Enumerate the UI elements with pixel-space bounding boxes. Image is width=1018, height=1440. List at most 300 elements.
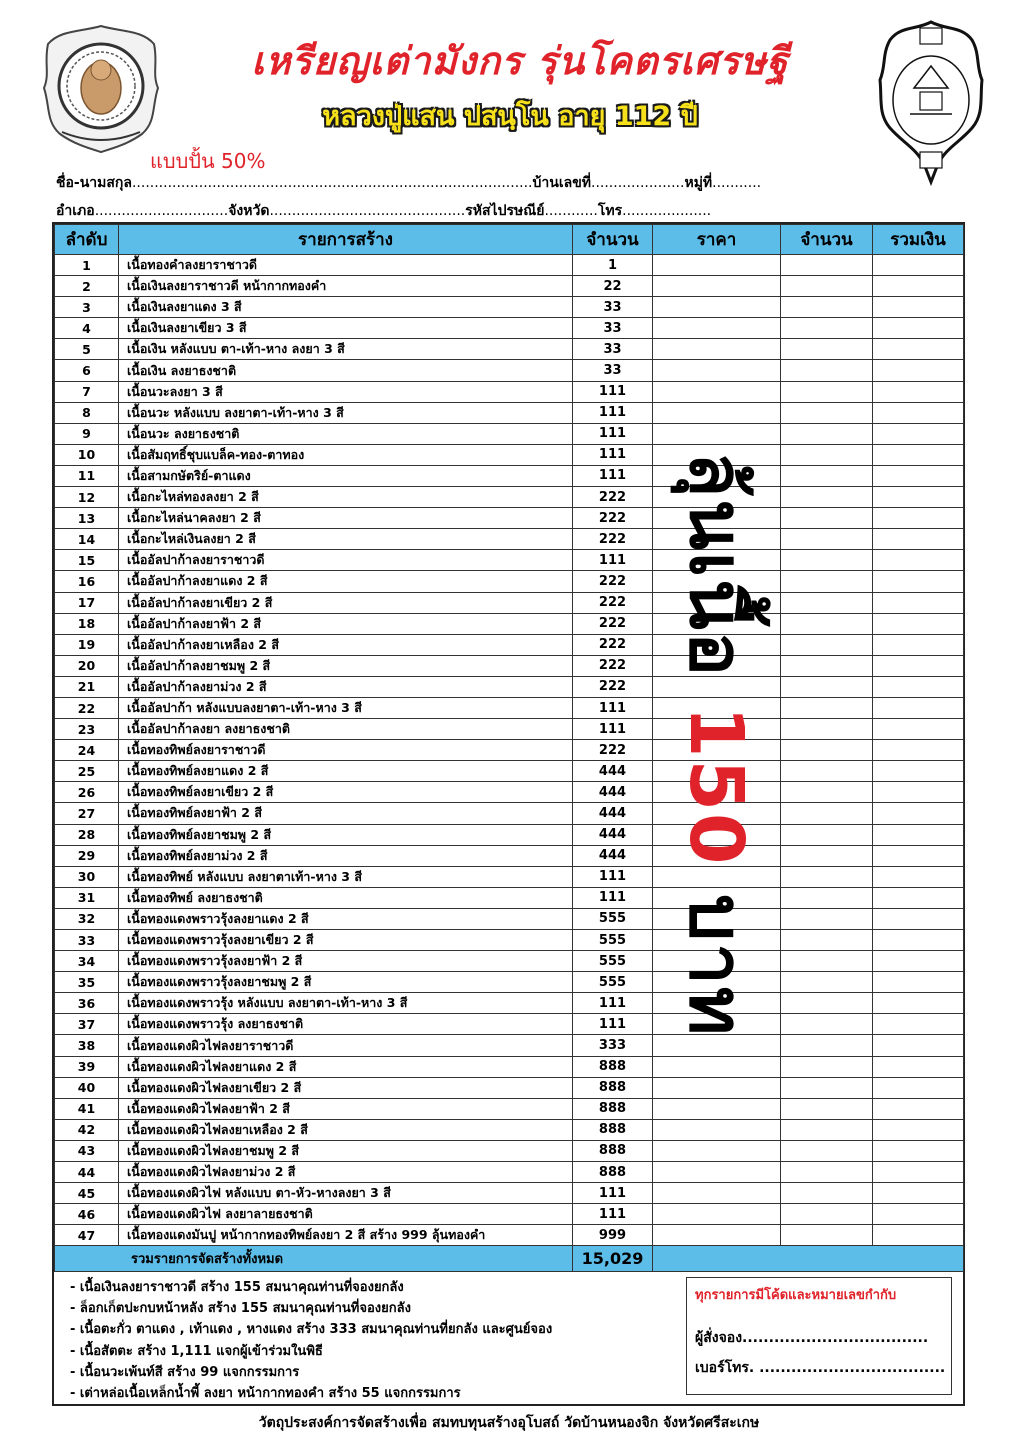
row-item-name: เนื้ออัลปาก้า หลังแบบลงยาตา-เท้า-หาง 3 สี	[119, 697, 573, 718]
row-quantity: 222	[573, 571, 653, 592]
row-item-name: เนื้ออัลปาก้าลงยาเขียว 2 สี	[119, 592, 573, 613]
row-order-qty-input[interactable]	[781, 529, 873, 550]
row-quantity: 222	[573, 508, 653, 529]
table-row	[55, 676, 964, 697]
temple-medallion-logo	[42, 22, 160, 154]
table-row	[55, 1204, 964, 1225]
row-number: 31	[55, 887, 119, 908]
row-number: 37	[55, 1014, 119, 1035]
table-row	[55, 930, 964, 951]
total-label: รวมรายการจัดสร้างทั้งหมด	[55, 1246, 573, 1272]
table-row	[55, 697, 964, 718]
row-order-qty-input[interactable]	[781, 993, 873, 1014]
row-sum-input[interactable]	[873, 1119, 964, 1140]
row-number: 10	[55, 444, 119, 465]
row-item-name: เนื้อทองแดงผิวไฟ หลังแบบ ตา-หัว-หางลงยา 3 สี	[119, 1183, 573, 1204]
row-number: 6	[55, 360, 119, 381]
row-order-qty-input[interactable]	[781, 339, 873, 360]
row-number: 27	[55, 803, 119, 824]
table-row	[55, 465, 964, 486]
table-row	[55, 1225, 964, 1246]
row-sum-input[interactable]	[873, 1225, 964, 1246]
table-row	[55, 824, 964, 845]
row-quantity: 888	[573, 1162, 653, 1183]
row-item-name: เนื้อเงิน หลังแบบ ตา-เท้า-หาง ลงยา 3 สี	[119, 339, 573, 360]
row-sum-input[interactable]	[873, 487, 964, 508]
row-order-qty-input[interactable]	[781, 655, 873, 676]
row-order-qty-input[interactable]	[781, 1225, 873, 1246]
row-item-name: เนื้ออัลปาก้าลงยา ลงยาธงชาติ	[119, 719, 573, 740]
row-sum-input[interactable]	[873, 972, 964, 993]
row-number: 17	[55, 592, 119, 613]
row-number: 34	[55, 951, 119, 972]
table-row	[55, 423, 964, 444]
row-number: 44	[55, 1162, 119, 1183]
row-number: 46	[55, 1204, 119, 1225]
row-sum-input[interactable]	[873, 845, 964, 866]
row-number: 24	[55, 740, 119, 761]
row-sum-input[interactable]	[873, 676, 964, 697]
table-row	[55, 1056, 964, 1077]
row-quantity: 111	[573, 887, 653, 908]
row-quantity: 1	[573, 255, 653, 276]
row-sum-input[interactable]	[873, 276, 964, 297]
row-quantity: 222	[573, 592, 653, 613]
row-quantity: 222	[573, 529, 653, 550]
row-quantity: 888	[573, 1056, 653, 1077]
note-item: - เต่าหล่อเนื้อเหล็กน้ำพี้ ลงยา หน้ากากทองคำ สร้าง 55 แจกกรรมการ	[70, 1386, 461, 1402]
row-sum-input[interactable]	[873, 1162, 964, 1183]
row-sum-input[interactable]	[873, 761, 964, 782]
row-item-name: เนื้อทองทิพย์ลงยาฟ้า 2 สี	[119, 803, 573, 824]
row-number: 41	[55, 1098, 119, 1119]
row-item-name: เนื้ออัลปาก้าลงยาม่วง 2 สี	[119, 676, 573, 697]
row-order-qty-input[interactable]	[781, 697, 873, 718]
row-quantity: 888	[573, 1098, 653, 1119]
row-item-name: เนื้อสัมฤทธิ์ชุบแบล็ค-ทอง-ตาทอง	[119, 444, 573, 465]
row-item-name: เนื้อกะไหล่นาคลงยา 2 สี	[119, 508, 573, 529]
village-field[interactable]: ...........	[712, 175, 762, 191]
row-order-qty-input[interactable]	[781, 866, 873, 887]
row-order-qty-input[interactable]	[781, 719, 873, 740]
table-row	[55, 381, 964, 402]
table-row	[55, 276, 964, 297]
row-item-name: เนื้อทองแดงพราวรุ้ง หลังแบบ ลงยาตา-เท้า-หาง 3 สี	[119, 993, 573, 1014]
row-number: 32	[55, 908, 119, 929]
page-title: เหรียญเต่ามังกร รุ่นโคตรเศรษฐี	[251, 38, 789, 83]
row-number: 15	[55, 550, 119, 571]
row-sum-input[interactable]	[873, 592, 964, 613]
form-line-address	[56, 200, 711, 222]
row-quantity: 111	[573, 1014, 653, 1035]
row-item-name: เนื้อทองทิพย์ลงยาแดง 2 สี	[119, 761, 573, 782]
row-sum-input[interactable]	[873, 1098, 964, 1119]
row-number: 13	[55, 508, 119, 529]
phone-line	[695, 1357, 946, 1379]
row-quantity: 22	[573, 276, 653, 297]
row-quantity: 111	[573, 423, 653, 444]
col-header-sum: รวมเงิน	[873, 225, 964, 255]
row-quantity: 555	[573, 908, 653, 929]
footer-purpose: วัตถุประสงค์การจัดสร้างเพื่อ สมทบทุนสร้างอุโบสถ์ วัดบ้านหนองจิก จังหวัดศรีสะเกษ	[258, 1415, 760, 1431]
form-line-name	[56, 172, 761, 194]
row-order-qty-input[interactable]	[781, 592, 873, 613]
row-number: 7	[55, 381, 119, 402]
row-quantity: 33	[573, 297, 653, 318]
row-order-qty-input[interactable]	[781, 908, 873, 929]
row-quantity: 111	[573, 550, 653, 571]
row-sum-input[interactable]	[873, 697, 964, 718]
row-quantity: 444	[573, 761, 653, 782]
row-item-name: เนื้อกะไหล่เงินลงยา 2 สี	[119, 529, 573, 550]
row-order-qty-input[interactable]	[781, 1098, 873, 1119]
row-sum-input[interactable]	[873, 465, 964, 486]
row-sum-input[interactable]	[873, 1077, 964, 1098]
row-sum-input[interactable]	[873, 930, 964, 951]
phone-field[interactable]: ...................................	[759, 1360, 946, 1376]
price-unit: บาท	[673, 894, 759, 1038]
row-item-name: เนื้อนวะ หลังแบบ ลงยาตา-เท้า-หาง 3 สี	[119, 402, 573, 423]
table-row	[55, 634, 964, 655]
note-item: - เนื้อเงินลงยาราชาวดี สร้าง 155 สมนาคุณท่านที่จองยกลัง	[70, 1280, 404, 1295]
table-row	[55, 1119, 964, 1140]
province-field[interactable]: ............................................	[269, 203, 466, 219]
row-number: 35	[55, 972, 119, 993]
row-sum-input[interactable]	[873, 423, 964, 444]
row-number: 18	[55, 613, 119, 634]
row-item-name: เนื้ออัลปาก้าลงยาฟ้า 2 สี	[119, 613, 573, 634]
mold-note: แบบปั้น 50%	[150, 149, 266, 173]
row-number: 28	[55, 824, 119, 845]
row-sum-input[interactable]	[873, 318, 964, 339]
row-item-name: เนื้อทองแดงผิวไฟลงยาม่วง 2 สี	[119, 1162, 573, 1183]
row-sum-input[interactable]	[873, 1183, 964, 1204]
row-sum-input[interactable]	[873, 803, 964, 824]
row-sum-input[interactable]	[873, 719, 964, 740]
row-order-qty-input[interactable]	[781, 1140, 873, 1161]
table-row	[55, 887, 964, 908]
zip-field[interactable]: ............	[544, 203, 598, 219]
row-order-qty-input[interactable]	[781, 402, 873, 423]
row-quantity: 333	[573, 1035, 653, 1056]
row-order-qty-input[interactable]	[781, 465, 873, 486]
page-subtitle: หลวงปู่แสน ปสนฺโน อายุ 112 ปี	[322, 101, 698, 132]
row-sum-input[interactable]	[873, 444, 964, 465]
row-order-qty-input[interactable]	[781, 1162, 873, 1183]
table-row	[55, 402, 964, 423]
row-number: 20	[55, 655, 119, 676]
row-quantity: 111	[573, 381, 653, 402]
row-item-name: เนื้อเงินลงยาราชาวดี หน้ากากทองคำ	[119, 276, 573, 297]
row-item-name: เนื้อทองแดงพราวรุ้งลงยาแดง 2 สี	[119, 908, 573, 929]
row-quantity: 999	[573, 1225, 653, 1246]
row-number: 11	[55, 465, 119, 486]
row-sum-input[interactable]	[873, 508, 964, 529]
row-quantity: 444	[573, 824, 653, 845]
row-quantity: 111	[573, 993, 653, 1014]
table-row	[55, 487, 964, 508]
row-number: 25	[55, 761, 119, 782]
row-quantity: 111	[573, 697, 653, 718]
row-item-name: เนื้อทองแดงพราวรุ้งลงยาชมพู 2 สี	[119, 972, 573, 993]
row-order-qty-input[interactable]	[781, 1077, 873, 1098]
orderer-label: ผู้สั่งจอง	[695, 1330, 743, 1346]
table-row	[55, 592, 964, 613]
row-item-name: เนื้ออัลปาก้าลงยาเหลือง 2 สี	[119, 634, 573, 655]
row-sum-input[interactable]	[873, 951, 964, 972]
item-table	[54, 224, 964, 1272]
row-order-qty-input[interactable]	[781, 1119, 873, 1140]
row-quantity: 111	[573, 444, 653, 465]
row-number: 3	[55, 297, 119, 318]
row-item-name: เนื้อทองคำลงยาราชาวดี	[119, 255, 573, 276]
note-item: - เนื้อนวะเพ้นท์สี สร้าง 99 แจกกรรมการ	[70, 1364, 300, 1380]
row-quantity: 111	[573, 1204, 653, 1225]
table-row	[55, 803, 964, 824]
row-sum-input[interactable]	[873, 571, 964, 592]
row-item-name: เนื้ออัลปาก้าลงยาชมพู 2 สี	[119, 655, 573, 676]
row-order-qty-input[interactable]	[781, 740, 873, 761]
note-item: - เนื้อสัตตะ สร้าง 1,111 แจกผู้เข้าร่วมในพิธี	[70, 1343, 323, 1359]
row-number: 26	[55, 782, 119, 803]
col-header-price: ราคา	[653, 225, 781, 255]
table-header-row	[55, 225, 964, 255]
row-sum-input[interactable]	[873, 360, 964, 381]
row-item-name: เนื้อเงิน ลงยาธงชาติ	[119, 360, 573, 381]
row-order-qty-input[interactable]	[781, 360, 873, 381]
row-quantity: 222	[573, 655, 653, 676]
row-number: 42	[55, 1119, 119, 1140]
row-item-name: เนื้อทองแดงพราวรุ้งลงยาเขียว 2 สี	[119, 930, 573, 951]
row-item-name: เนื้อนวะ ลงยาธงชาติ	[119, 423, 573, 444]
row-quantity: 888	[573, 1140, 653, 1161]
row-number: 14	[55, 529, 119, 550]
table-row	[55, 866, 964, 887]
row-quantity: 222	[573, 676, 653, 697]
row-order-qty-input[interactable]	[781, 824, 873, 845]
col-header-order-qty: จำนวน	[781, 225, 873, 255]
row-number: 1	[55, 255, 119, 276]
row-sum-input[interactable]	[873, 782, 964, 803]
row-sum-input[interactable]	[873, 550, 964, 571]
row-item-name: เนื้ออัลปาก้าลงยาแดง 2 สี	[119, 571, 573, 592]
code-warning: ทุกรายการมีโค้ดและหมายเลขกำกับ	[695, 1288, 897, 1303]
table-row	[55, 761, 964, 782]
phone-label: เบอร์โทร.	[695, 1360, 755, 1376]
row-item-name: เนื้อทองทิพย์ ลงยาธงชาติ	[119, 887, 573, 908]
row-order-qty-input[interactable]	[781, 782, 873, 803]
row-order-qty-input[interactable]	[781, 571, 873, 592]
row-number: 16	[55, 571, 119, 592]
row-sum-input[interactable]	[873, 634, 964, 655]
price-banner	[652, 250, 780, 1240]
village-label: หมู่ที่	[684, 175, 713, 191]
note-item: - ล็อกเก็ตปะกบหน้าหลัง สร้าง 155 สมนาคุณท่านที่จองยกลัง	[70, 1301, 411, 1317]
col-header-item: รายการสร้าง	[119, 225, 573, 255]
row-order-qty-input[interactable]	[781, 951, 873, 972]
table-row	[55, 571, 964, 592]
row-number: 40	[55, 1077, 119, 1098]
notes-list	[70, 1277, 552, 1404]
tel-label: โทร	[597, 203, 623, 219]
row-order-qty-input[interactable]	[781, 255, 873, 276]
row-order-qty-input[interactable]	[781, 1014, 873, 1035]
row-sum-input[interactable]	[873, 887, 964, 908]
total-row	[55, 1246, 964, 1272]
row-quantity: 444	[573, 782, 653, 803]
row-order-qty-input[interactable]	[781, 1204, 873, 1225]
row-number: 30	[55, 866, 119, 887]
row-quantity: 555	[573, 951, 653, 972]
row-order-qty-input[interactable]	[781, 444, 873, 465]
row-order-qty-input[interactable]	[781, 297, 873, 318]
row-number: 43	[55, 1140, 119, 1161]
row-item-name: เนื้อสามกษัตริย์-ตาแดง	[119, 465, 573, 486]
row-number: 38	[55, 1035, 119, 1056]
row-sum-input[interactable]	[873, 993, 964, 1014]
table-row	[55, 508, 964, 529]
row-number: 5	[55, 339, 119, 360]
table-row	[55, 255, 964, 276]
col-header-no: ลำดับ	[55, 225, 119, 255]
row-number: 47	[55, 1225, 119, 1246]
row-quantity: 33	[573, 339, 653, 360]
table-row	[55, 444, 964, 465]
row-sum-input[interactable]	[873, 529, 964, 550]
row-number: 8	[55, 402, 119, 423]
row-order-qty-input[interactable]	[781, 276, 873, 297]
row-item-name: เนื้อทองแดงพราวรุ้ง ลงยาธงชาติ	[119, 1014, 573, 1035]
row-order-qty-input[interactable]	[781, 1056, 873, 1077]
row-number: 9	[55, 423, 119, 444]
name-label: ชื่อ-นามสกุล	[56, 175, 132, 191]
row-order-qty-input[interactable]	[781, 887, 873, 908]
row-order-qty-input[interactable]	[781, 1183, 873, 1204]
district-field[interactable]: ..............................	[94, 203, 229, 219]
row-quantity: 111	[573, 866, 653, 887]
row-order-qty-input[interactable]	[781, 318, 873, 339]
table-row	[55, 972, 964, 993]
row-number: 4	[55, 318, 119, 339]
table-row	[55, 550, 964, 571]
row-item-name: เนื้อเงินลงยาแดง 3 สี	[119, 297, 573, 318]
table-row	[55, 719, 964, 740]
temple-seal-logo	[876, 18, 986, 188]
row-number: 23	[55, 719, 119, 740]
row-item-name: เนื้อทองแดงมันปู หน้ากากทองทิพย์ลงยา 2 สี สร้าง 999 ลุ้นทองคำ	[119, 1225, 573, 1246]
row-quantity: 555	[573, 972, 653, 993]
row-quantity: 33	[573, 360, 653, 381]
row-sum-input[interactable]	[873, 866, 964, 887]
row-quantity: 888	[573, 1119, 653, 1140]
row-item-name: เนื้อกะไหล่ทองลงยา 2 สี	[119, 487, 573, 508]
row-item-name: เนื้อทองทิพย์ลงยาม่วง 2 สี	[119, 845, 573, 866]
table-row	[55, 1077, 964, 1098]
table-row	[55, 1098, 964, 1119]
row-order-qty-input[interactable]	[781, 972, 873, 993]
table-row	[55, 655, 964, 676]
table-row	[55, 297, 964, 318]
row-number: 29	[55, 845, 119, 866]
price-amount: 150	[673, 706, 759, 867]
table-row	[55, 1035, 964, 1056]
house-number-label: บ้านเลขที่	[532, 175, 591, 191]
row-order-qty-input[interactable]	[781, 803, 873, 824]
row-order-qty-input[interactable]	[781, 1035, 873, 1056]
house-number-field[interactable]: .....................	[591, 175, 685, 191]
name-field[interactable]: ..........................................................................................	[131, 175, 533, 191]
row-sum-input[interactable]	[873, 824, 964, 845]
zip-label: รหัสไปรษณีย์	[465, 203, 545, 219]
row-number: 22	[55, 697, 119, 718]
row-order-qty-input[interactable]	[781, 550, 873, 571]
row-number: 39	[55, 1056, 119, 1077]
row-number: 36	[55, 993, 119, 1014]
row-order-qty-input[interactable]	[781, 508, 873, 529]
row-order-qty-input[interactable]	[781, 381, 873, 402]
table-row	[55, 740, 964, 761]
row-item-name: เนื้อทองทิพย์ลงยาราชาวดี	[119, 740, 573, 761]
row-sum-input[interactable]	[873, 381, 964, 402]
row-quantity: 888	[573, 1077, 653, 1098]
row-item-name: เนื้อทองทิพย์ลงยาเขียว 2 สี	[119, 782, 573, 803]
row-order-qty-input[interactable]	[781, 930, 873, 951]
row-order-qty-input[interactable]	[781, 487, 873, 508]
row-quantity: 444	[573, 845, 653, 866]
row-sum-input[interactable]	[873, 1035, 964, 1056]
row-sum-input[interactable]	[873, 1140, 964, 1161]
province-label: จังหวัด	[228, 203, 270, 219]
row-order-qty-input[interactable]	[781, 845, 873, 866]
row-item-name: เนื้อทองแดงผิวไฟลงยาราชาวดี	[119, 1035, 573, 1056]
row-order-qty-input[interactable]	[781, 423, 873, 444]
row-order-qty-input[interactable]	[781, 634, 873, 655]
row-order-qty-input[interactable]	[781, 761, 873, 782]
row-quantity: 222	[573, 634, 653, 655]
orderer-box	[686, 1277, 952, 1395]
row-sum-input[interactable]	[873, 402, 964, 423]
row-item-name: เนื้อทองแดงผิวไฟลงยาเขียว 2 สี	[119, 1077, 573, 1098]
orderer-field[interactable]: ...................................	[742, 1330, 929, 1346]
table-row	[55, 782, 964, 803]
table-row	[55, 993, 964, 1014]
tel-field[interactable]: ....................	[622, 203, 712, 219]
row-item-name: เนื้อทองแดงผิวไฟลงยาแดง 2 สี	[119, 1056, 573, 1077]
note-item: - เนื้อตะกั่ว ตาแดง , เท้าแดง , หางแดง สร้าง 333 สมนาคุณท่านที่ยกลัง และศูนย์จอง	[70, 1322, 553, 1338]
row-order-qty-input[interactable]	[781, 613, 873, 634]
row-sum-input[interactable]	[873, 908, 964, 929]
row-sum-input[interactable]	[873, 613, 964, 634]
table-row	[55, 339, 964, 360]
table-row	[55, 1183, 964, 1204]
row-sum-input[interactable]	[873, 339, 964, 360]
row-sum-input[interactable]	[873, 297, 964, 318]
row-item-name: เนื้อนวะลงยา 3 สี	[119, 381, 573, 402]
row-quantity: 111	[573, 465, 653, 486]
row-sum-input[interactable]	[873, 1204, 964, 1225]
row-sum-input[interactable]	[873, 1014, 964, 1035]
row-sum-input[interactable]	[873, 740, 964, 761]
row-item-name: เนื้อทองแดงผิวไฟลงยาชมพู 2 สี	[119, 1140, 573, 1161]
row-order-qty-input[interactable]	[781, 676, 873, 697]
row-sum-input[interactable]	[873, 655, 964, 676]
row-number: 21	[55, 676, 119, 697]
table-row	[55, 529, 964, 550]
row-sum-input[interactable]	[873, 1056, 964, 1077]
row-sum-input[interactable]	[873, 255, 964, 276]
row-item-name: เนื้อทองแดงผิวไฟลงยาเหลือง 2 สี	[119, 1119, 573, 1140]
row-number: 33	[55, 930, 119, 951]
